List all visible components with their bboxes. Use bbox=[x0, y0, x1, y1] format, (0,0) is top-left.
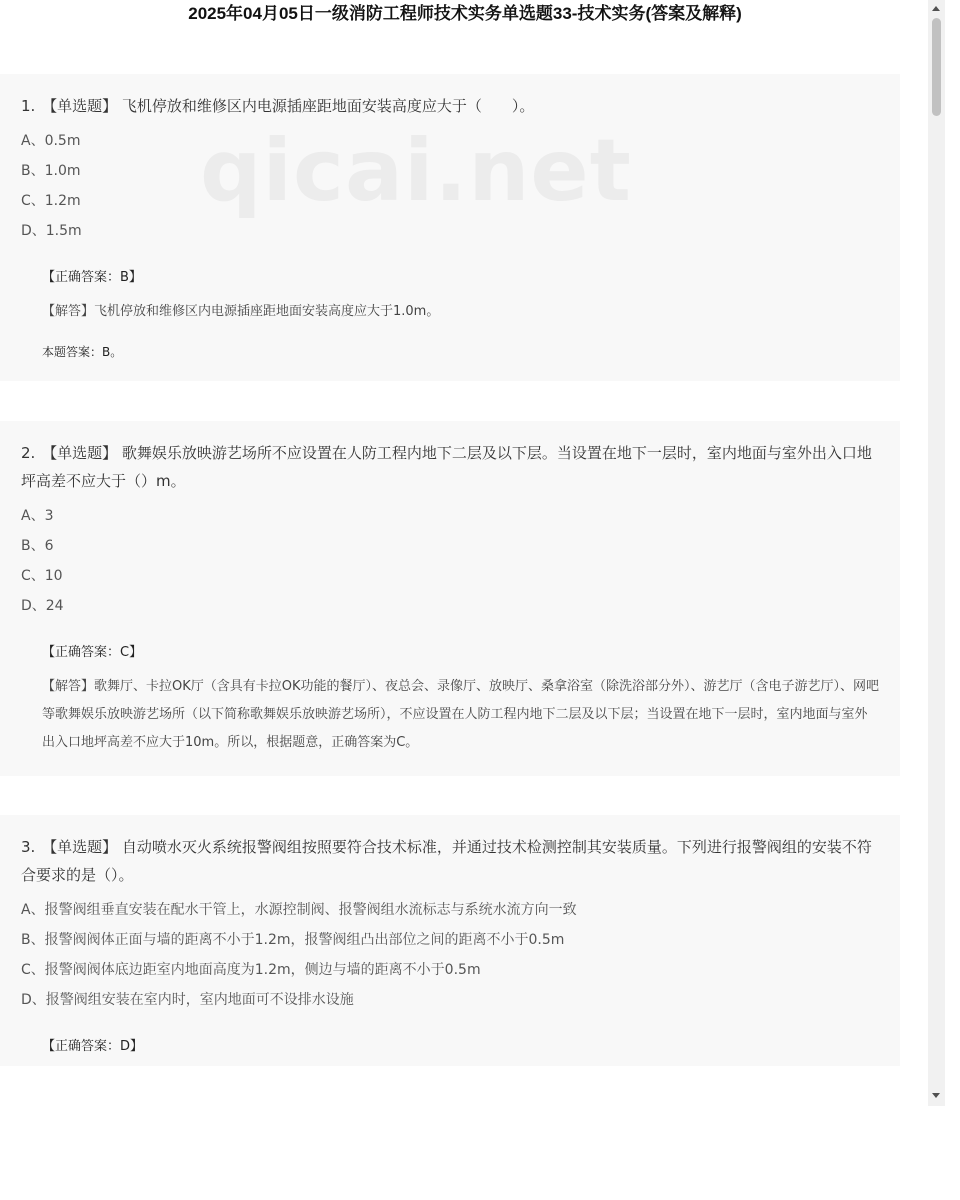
option-a[interactable]: A、0.5m bbox=[21, 133, 81, 149]
question-card-1 bbox=[0, 74, 900, 381]
correct-answer: 【正确答案：D】 bbox=[42, 1039, 144, 1054]
final-answer: 本题答案：B。 bbox=[42, 345, 123, 359]
page-title: 2025年04月05日一级消防工程师技术实务单选题33-技术实务(答案及解释) bbox=[188, 4, 742, 23]
question-type-tag: 【单选题】 bbox=[42, 838, 118, 856]
answer-analysis: 【解答】飞机停放和维修区内电源插座距地面安装高度应大于1.0m。 bbox=[42, 304, 440, 319]
option-a[interactable]: A、3 bbox=[21, 508, 54, 524]
option-d[interactable]: D、报警阀组安装在室内时，室内地面可不设排水设施 bbox=[21, 992, 354, 1008]
answer-block bbox=[21, 266, 880, 362]
question-number: 3. bbox=[21, 838, 36, 856]
option-c[interactable]: C、报警阀阀体底边距室内地面高度为1.2m，侧边与墙的距离不小于0.5m bbox=[21, 962, 481, 978]
answer-block bbox=[21, 1035, 880, 1059]
option-b[interactable]: B、6 bbox=[21, 538, 54, 554]
answer-analysis: 【解答】歌舞厅、卡拉OK厅（含具有卡拉OK功能的餐厅）、夜总会、录像厅、放映厅、桑拿浴室（除洗浴部分外）、游艺厅（含电子游艺厅）、网吧等歌舞娱乐放映游艺场所（以下简称歌舞娱乐放映游艺场所），不应设置在人防工程内地下二层及以下层；当设置在地下一层时，室内地面与室外出入口地坪高差不应大于10m。所以，根据题意，正确答案为C。 bbox=[42, 679, 880, 750]
vertical-scrollbar[interactable] bbox=[928, 0, 945, 1106]
question-card-2 bbox=[0, 421, 900, 776]
option-list bbox=[21, 895, 880, 1015]
option-a[interactable]: A、报警阀组垂直安装在配水干管上，水源控制阀、报警阀组水流标志与系统水流方向一致 bbox=[21, 902, 577, 918]
option-d[interactable]: D、24 bbox=[21, 598, 64, 614]
option-list bbox=[21, 501, 880, 621]
scroll-down-arrow-icon[interactable] bbox=[932, 1093, 940, 1098]
question-stem bbox=[21, 92, 880, 120]
scrollbar-thumb[interactable] bbox=[932, 18, 941, 116]
question-number: 1. bbox=[21, 97, 36, 115]
correct-answer: 【正确答案：C】 bbox=[42, 645, 143, 660]
answer-block bbox=[21, 641, 880, 757]
question-text: 自动喷水灭火系统报警阀组按照要符合技术标准，并通过技术检测控制其安装质量。下列进行报警阀组的安装不符合要求的是（）。 bbox=[21, 838, 872, 884]
question-card-3 bbox=[0, 815, 900, 1066]
question-stem bbox=[21, 833, 880, 889]
question-text: 歌舞娱乐放映游艺场所不应设置在人防工程内地下二层及以下层。当设置在地下一层时，室内地面与室外出入口地坪高差不应大于（）m。 bbox=[21, 444, 872, 490]
question-text: 飞机停放和维修区内电源插座距地面安装高度应大于（ ）。 bbox=[121, 97, 535, 115]
question-type-tag: 【单选题】 bbox=[42, 97, 118, 115]
option-c[interactable]: C、1.2m bbox=[21, 193, 81, 209]
watermark: qicai.net bbox=[200, 121, 632, 221]
correct-answer: 【正确答案：B】 bbox=[42, 270, 142, 285]
question-number: 2. bbox=[21, 444, 36, 462]
option-c[interactable]: C、10 bbox=[21, 568, 63, 584]
option-list bbox=[21, 121, 880, 246]
option-b[interactable]: B、1.0m bbox=[21, 163, 81, 179]
option-d[interactable]: D、1.5m bbox=[21, 223, 82, 239]
question-stem bbox=[21, 439, 880, 495]
option-b[interactable]: B、报警阀阀体正面与墙的距离不小于1.2m，报警阀组凸出部位之间的距离不小于0.5m bbox=[21, 932, 565, 948]
question-type-tag: 【单选题】 bbox=[42, 444, 118, 462]
scroll-up-arrow-icon[interactable] bbox=[932, 6, 940, 11]
